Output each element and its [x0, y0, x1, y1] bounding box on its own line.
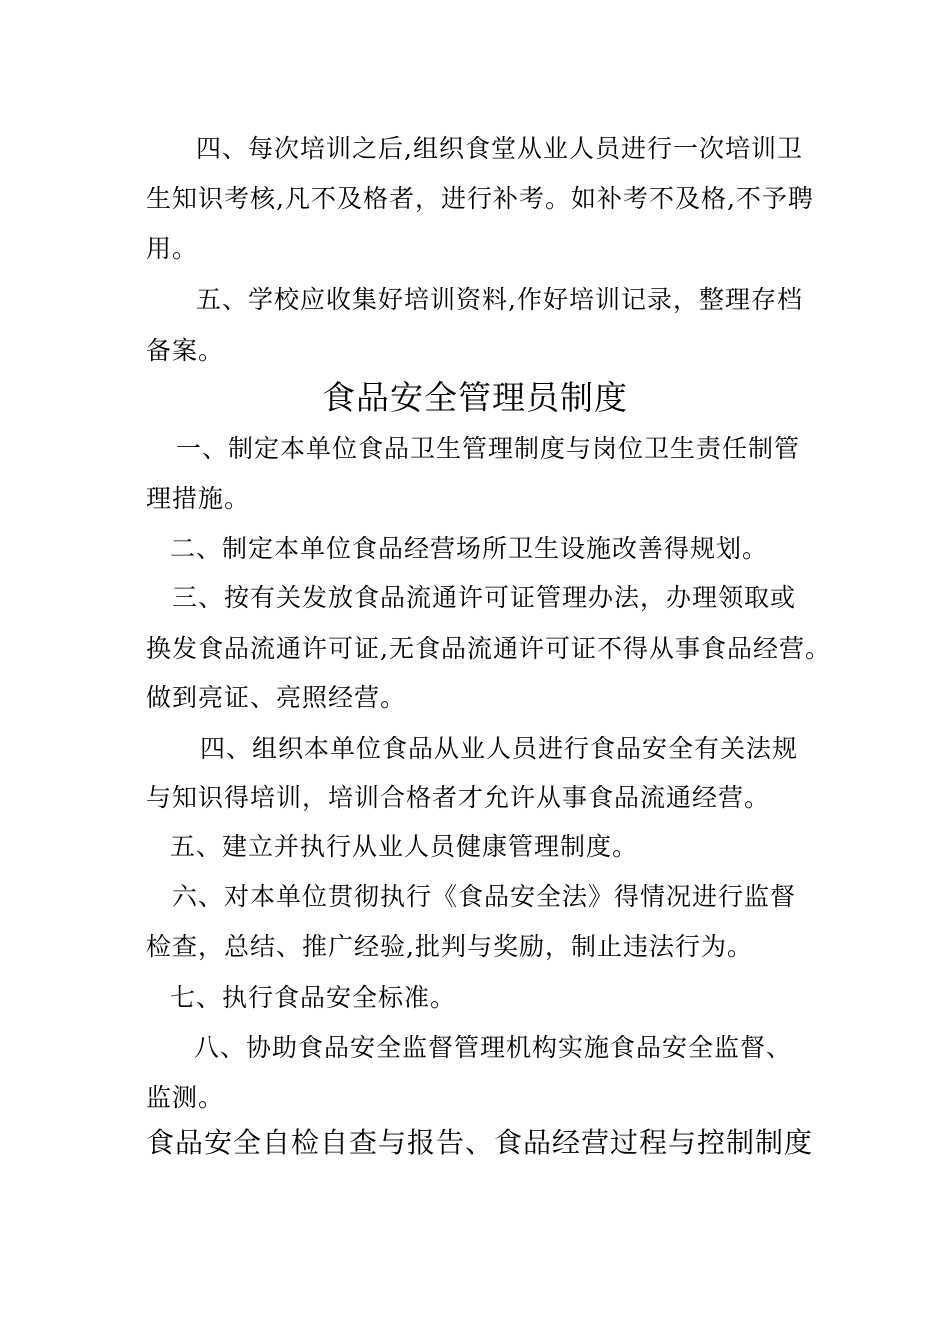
paragraph-line: 生知识考核,凡不及格者，进行补考。如补考不及格,不予聘: [146, 184, 814, 213]
paragraph-line: 四、每次培训之后,组织食堂从业人员进行一次培训卫: [196, 134, 803, 163]
next-section-title: 食品安全自检自查与报告、食品经营过程与控制制度: [146, 1126, 814, 1159]
item-line: 二、制定本单位食品经营场所卫生设施改善得规划。: [170, 534, 769, 563]
item-line: 监测。: [146, 1083, 225, 1112]
item-line: 三、按有关发放食品流通许可证管理办法，办理领取或: [172, 583, 797, 612]
paragraph-line: 备案。: [146, 336, 225, 365]
paragraph-line: 用。: [146, 234, 199, 263]
item-line: 理措施。: [146, 484, 251, 513]
item-line: 四、组织本单位食品从业人员进行食品安全有关法规: [200, 734, 799, 763]
item-line: 六、对本单位贯彻执行《食品安全法》得情况进行监督: [172, 882, 797, 911]
item-line: 七、执行食品安全标准。: [170, 983, 457, 1012]
item-line: 做到亮证、亮照经营。: [146, 683, 407, 712]
item-line: 八、协助食品安全监督管理机构实施食品安全监督、: [194, 1033, 793, 1062]
item-line: 换发食品流通许可证,无食品流通许可证不得从事食品经营。: [146, 634, 831, 663]
item-line: 五、建立并执行从业人员健康管理制度。: [170, 832, 639, 861]
paragraph-line: 五、学校应收集好培训资料,作好培训记录，整理存档: [196, 285, 803, 314]
item-line: 与知识得培训，培训合格者才允许从事食品流通经营。: [146, 783, 771, 812]
item-line: 检查，总结、推广经验,批判与奖励，制止违法行为。: [146, 932, 753, 961]
section-title: 食品安全管理员制度: [322, 378, 628, 417]
item-line: 一、制定本单位食品卫生管理制度与岗位卫生责任制管: [176, 434, 801, 463]
